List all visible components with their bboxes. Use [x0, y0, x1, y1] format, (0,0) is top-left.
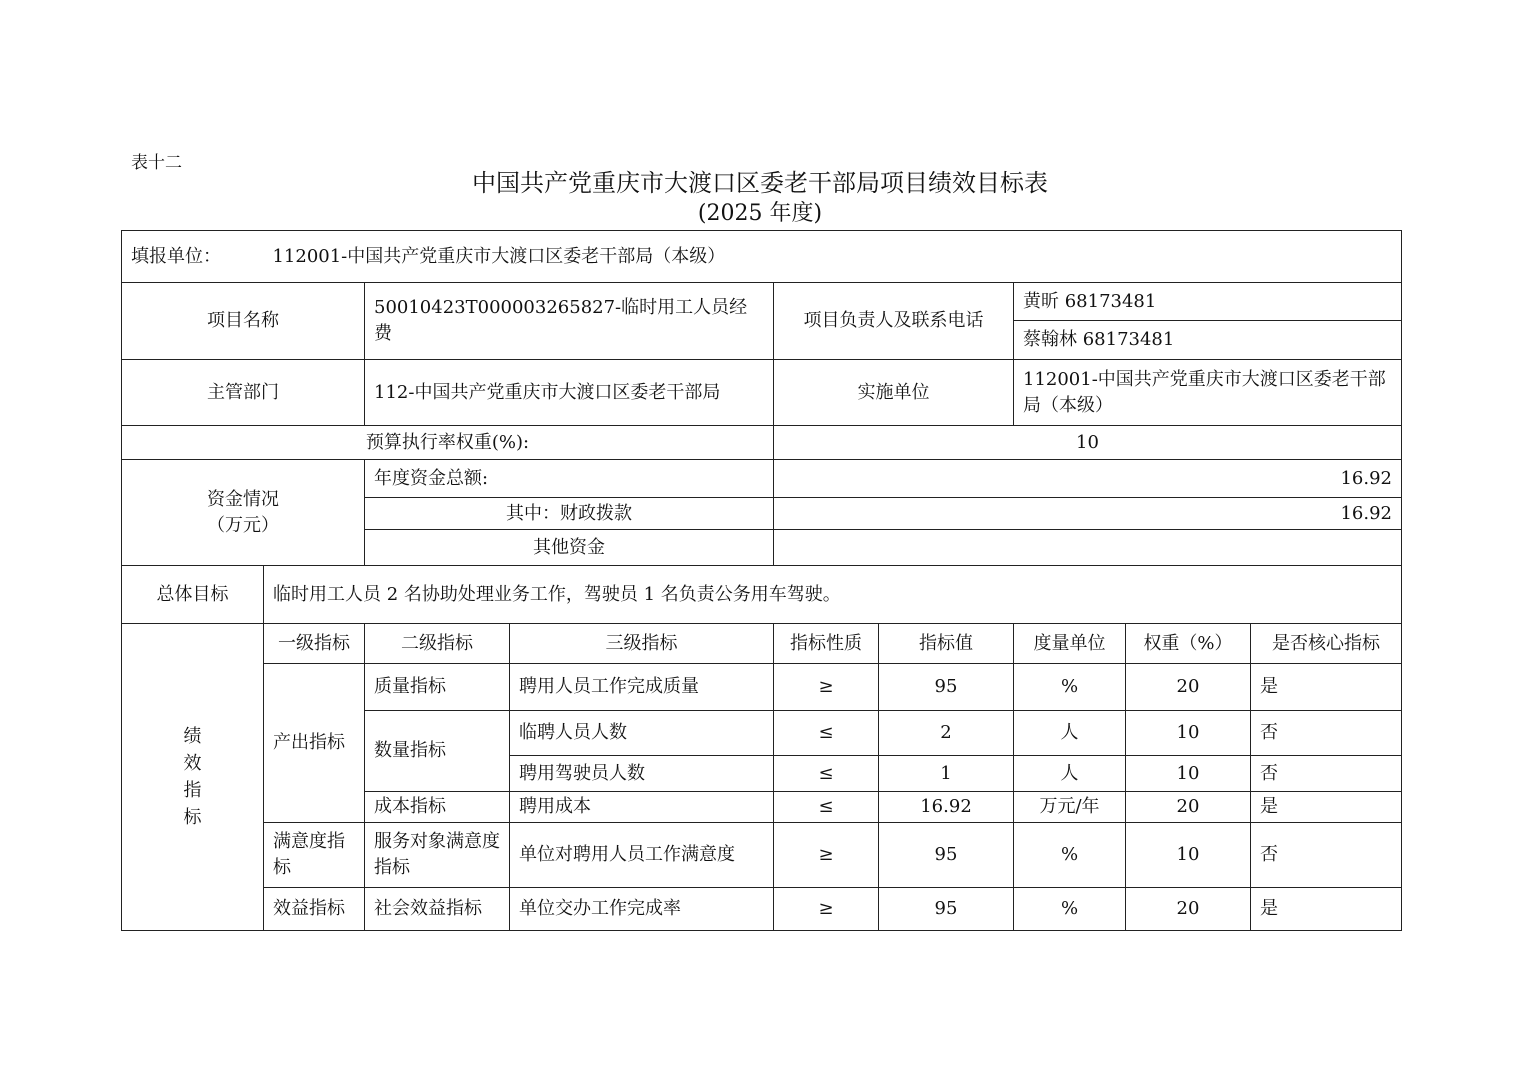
perf-header-row	[122, 624, 1402, 664]
header-level2: 二级指标	[365, 624, 510, 664]
level3-cell: 临聘人员人数	[510, 711, 774, 756]
unit-cell: 人	[1014, 756, 1126, 792]
impl-label: 实施单位	[774, 360, 1014, 426]
budget-weight-row	[122, 426, 1402, 460]
weight-cell: 10	[1126, 711, 1251, 756]
contact-1: 黄昕 68173481	[1014, 283, 1402, 321]
nature-cell: ≥	[774, 823, 879, 888]
nature-cell: ≤	[774, 756, 879, 792]
perf-label-char: 指	[183, 780, 202, 801]
budget-weight-label: 预算执行率权重(%):	[122, 426, 774, 460]
header-level1: 一级指标	[264, 624, 365, 664]
level1-cell: 满意度指标	[264, 823, 365, 888]
core-cell: 是	[1251, 792, 1402, 823]
level2-cell: 成本指标	[365, 792, 510, 823]
annual-total-label: 年度资金总额:	[365, 460, 774, 498]
level3-cell: 聘用成本	[510, 792, 774, 823]
value-cell: 95	[879, 888, 1014, 931]
perf-label	[122, 624, 264, 931]
weight-cell: 10	[1126, 823, 1251, 888]
page-subtitle: (2025 年度)	[697, 201, 823, 226]
value-cell: 2	[879, 711, 1014, 756]
perf-label-char: 绩	[183, 726, 202, 747]
level3-cell: 聘用驾驶员人数	[510, 756, 774, 792]
value-cell: 16.92	[879, 792, 1014, 823]
funds-label-line2: （万元）	[207, 514, 279, 536]
value-cell: 95	[879, 823, 1014, 888]
core-cell: 否	[1251, 756, 1402, 792]
level2-cell: 数量指标	[365, 711, 510, 792]
core-cell: 否	[1251, 711, 1402, 756]
nature-cell: ≥	[774, 888, 879, 931]
level3-cell: 聘用人员工作完成质量	[510, 664, 774, 711]
funds-label	[122, 460, 365, 566]
project-name-value: 50010423T000003265827-临时用工人员经费	[365, 283, 774, 360]
level2-cell: 社会效益指标	[365, 888, 510, 931]
level3-cell: 单位对聘用人员工作满意度	[510, 823, 774, 888]
other-value	[774, 530, 1402, 566]
performance-target-table	[121, 230, 1402, 931]
value-cell: 95	[879, 664, 1014, 711]
header-weight: 权重（%）	[1126, 624, 1251, 664]
page-title: 中国共产党重庆市大渡口区委老干部局项目绩效目标表	[472, 169, 1048, 197]
unit-cell: 人	[1014, 711, 1126, 756]
unit-value: 112001-中国共产党重庆市大渡口区委老干部局（本级）	[272, 245, 726, 267]
goal-label: 总体目标	[122, 566, 264, 624]
nature-cell: ≤	[774, 711, 879, 756]
header-core: 是否核心指标	[1251, 624, 1402, 664]
funds-label-line1: 资金情况	[207, 488, 279, 510]
header-nature: 指标性质	[774, 624, 879, 664]
contact-2: 蔡翰林 68173481	[1014, 321, 1402, 360]
core-cell: 是	[1251, 664, 1402, 711]
annual-total-value: 16.92	[774, 460, 1402, 498]
fiscal-value: 16.92	[774, 498, 1402, 530]
weight-cell: 20	[1126, 792, 1251, 823]
table-row	[122, 664, 1402, 711]
dept-label: 主管部门	[122, 360, 365, 426]
nature-cell: ≤	[774, 792, 879, 823]
budget-weight-value: 10	[774, 426, 1402, 460]
unit-cell: %	[1014, 664, 1126, 711]
table-row	[122, 823, 1402, 888]
contact-label: 项目负责人及联系电话	[774, 283, 1014, 360]
level3-cell: 单位交办工作完成率	[510, 888, 774, 931]
level2-cell: 服务对象满意度指标	[365, 823, 510, 888]
weight-cell: 20	[1126, 664, 1251, 711]
dept-value: 112-中国共产党重庆市大渡口区委老干部局	[365, 360, 774, 426]
unit-cell: %	[1014, 888, 1126, 931]
perf-label-char: 效	[183, 753, 202, 774]
dept-row	[122, 360, 1402, 426]
perf-label-char: 标	[183, 807, 202, 828]
core-cell: 否	[1251, 823, 1402, 888]
unit-cell: 万元/年	[1014, 792, 1126, 823]
annual-funds-row	[122, 460, 1402, 498]
level1-cell: 产出指标	[264, 664, 365, 823]
unit-cell: %	[1014, 823, 1126, 888]
other-label: 其他资金	[365, 530, 774, 566]
goal-value: 临时用工人员 2 名协助处理业务工作，驾驶员 1 名负责公务用车驾驶。	[264, 566, 1402, 624]
level1-cell: 效益指标	[264, 888, 365, 931]
weight-cell: 20	[1126, 888, 1251, 931]
unit-label: 填报单位：	[131, 245, 221, 267]
unit-cell	[122, 231, 1402, 283]
unit-row	[122, 231, 1402, 283]
nature-cell: ≥	[774, 664, 879, 711]
table-caption: 表十二	[131, 153, 182, 173]
core-cell: 是	[1251, 888, 1402, 931]
goal-row	[122, 566, 1402, 624]
fiscal-label: 其中：财政拨款	[365, 498, 774, 530]
header-value: 指标值	[879, 624, 1014, 664]
impl-value: 112001-中国共产党重庆市大渡口区委老干部局（本级）	[1014, 360, 1402, 426]
project-row	[122, 283, 1402, 321]
table-row	[122, 888, 1402, 931]
header-level3: 三级指标	[510, 624, 774, 664]
weight-cell: 10	[1126, 756, 1251, 792]
project-name-label: 项目名称	[122, 283, 365, 360]
header-unit: 度量单位	[1014, 624, 1126, 664]
value-cell: 1	[879, 756, 1014, 792]
level2-cell: 质量指标	[365, 664, 510, 711]
